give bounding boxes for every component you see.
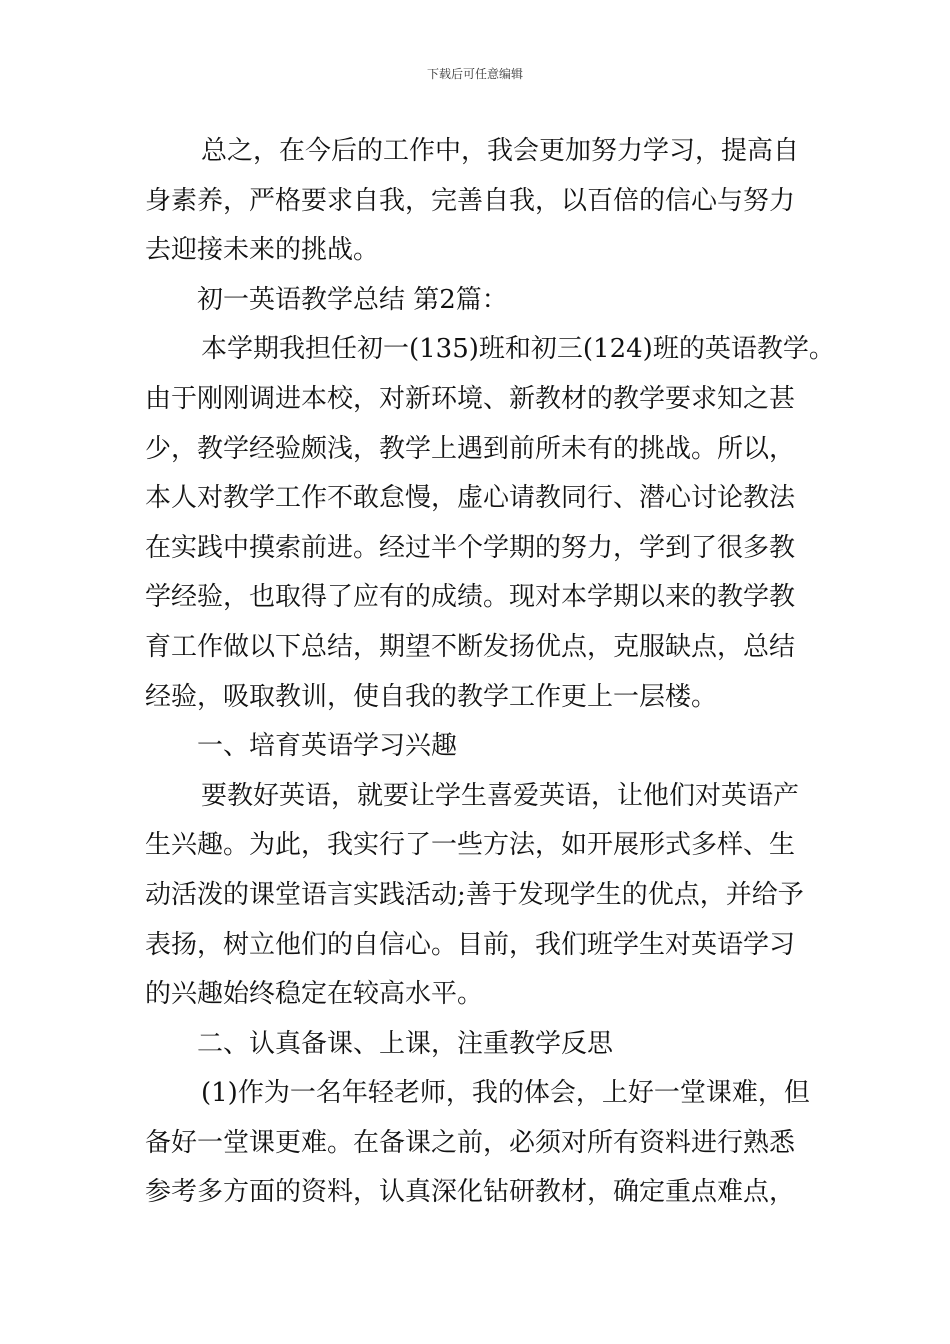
paragraph-line: 学经验，也取得了应有的成绩。现对本学期以来的教学教 bbox=[145, 582, 796, 613]
paragraph-line: 要教好英语，就要让学生喜爱英语，让他们对英语产 bbox=[201, 780, 800, 811]
section-heading: 一、培育英语学习兴趣 bbox=[197, 731, 458, 762]
paragraph-line: 表扬，树立他们的自信心。目前，我们班学生对英语学习 bbox=[145, 929, 796, 960]
paragraph-line: 生兴趣。为此，我实行了一些方法，如开展形式多样、生 bbox=[145, 830, 796, 861]
paragraph-line: 备好一堂课更难。在备课之前，必须对所有资料进行熟悉 bbox=[145, 1127, 796, 1158]
paragraph-line: 动活泼的课堂语言实践活动;善于发现学生的优点，并给予 bbox=[145, 879, 804, 910]
paragraph-line: 本人对教学工作不敢怠慢，虚心请教同行、潜心讨论教法 bbox=[145, 483, 796, 514]
paragraph-line: 经验，吸取教训，使自我的教学工作更上一层楼。 bbox=[145, 681, 718, 712]
paragraph-line: 在实践中摸索前进。经过半个学期的努力，学到了很多教 bbox=[145, 532, 796, 563]
paragraph-line: 本学期我担任初一(135)班和初三(124)班的英语教学。 bbox=[201, 334, 835, 365]
paragraph-line: (1)作为一名年轻老师，我的体会，上好一堂课难，但 bbox=[201, 1078, 810, 1109]
paragraph-line: 参考多方面的资料，认真深化钻研教材，确定重点难点， bbox=[145, 1177, 796, 1208]
header-note: 下载后可任意编辑 bbox=[426, 67, 523, 81]
paragraph-line: 去迎接未来的挑战。 bbox=[145, 235, 380, 266]
paragraph-line: 总之，在今后的工作中，我会更加努力学习，提高自 bbox=[201, 136, 800, 166]
section-heading: 二、认真备课、上课，注重教学反思 bbox=[197, 1028, 614, 1059]
section-title: 初一英语教学总结 第2篇： bbox=[197, 284, 508, 315]
paragraph-line: 少，教学经验颇浅，教学上遇到前所未有的挑战。所以， bbox=[145, 433, 796, 464]
paragraph-line: 的兴趣始终稳定在较高水平。 bbox=[145, 979, 484, 1010]
body-text bbox=[145, 127, 835, 1218]
paragraph-line: 由于刚刚调进本校，对新环境、新教材的教学要求知之甚 bbox=[145, 383, 796, 414]
paragraph-line: 身素养，严格要求自我，完善自我，以百倍的信心与努力 bbox=[145, 185, 796, 216]
paragraph-line: 育工作做以下总结，期望不断发扬优点，克服缺点，总结 bbox=[145, 631, 796, 662]
